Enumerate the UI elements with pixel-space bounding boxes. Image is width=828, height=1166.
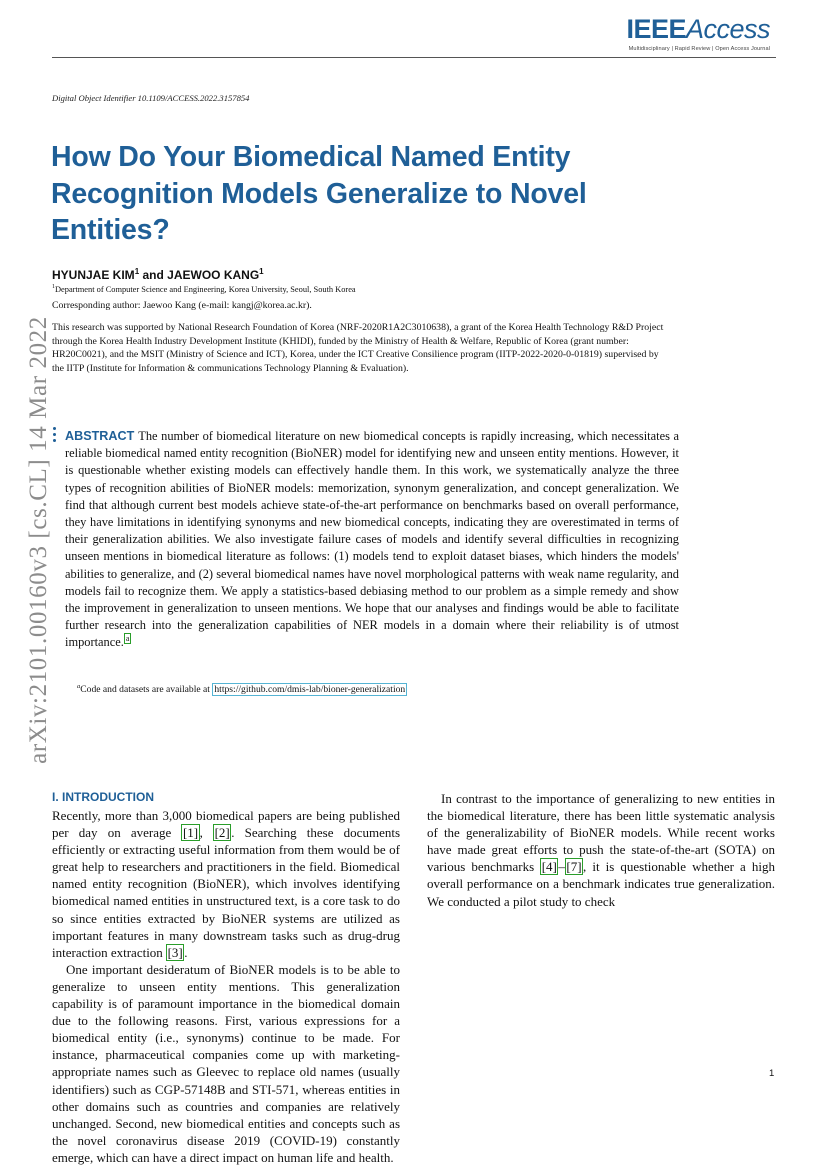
paragraph-text: In contrast to the importance of generalizing to new entities in the biomedical literature, there has been little systematic analysis of the generalizability of BioNER models. While recent works have made great efforts to push the state-of-the-art (SOTA) on various benchmarks (427, 791, 775, 875)
footnote-mark: a (77, 683, 81, 690)
citation-link[interactable]: [2] (214, 825, 230, 841)
author-list (52, 267, 264, 282)
affiliation-text: Department of Computer Science and Engineering, Korea University, Seoul, South Korea (55, 284, 356, 294)
citation-link[interactable]: [4] (541, 859, 557, 875)
author-affil-mark: 1 (134, 267, 140, 276)
journal-logo (626, 14, 770, 52)
doi-line: Digital Object Identifier 10.1109/ACCESS.2022.3157854 (52, 93, 250, 103)
footnote-link[interactable]: a (125, 634, 130, 644)
affiliation (52, 284, 356, 294)
code-url-link[interactable]: https://github.com/dmis-lab/bioner-generalization (214, 684, 406, 696)
logo-brand-bold: IEEE (626, 14, 686, 44)
paper-title: How Do Your Biomedical Named Entity Recognition Models Generalize to Novel Entities? (51, 141, 587, 246)
paragraph-text: , it is questionable whether a high overall performance on a benchmark indicates true generalization. We conducted a pilot study to check (427, 859, 775, 909)
header-rule (52, 57, 776, 58)
abstract-heading: ABSTRACT (65, 429, 135, 443)
paragraph-text: . Searching these documents efficiently or extracting useful information from them would be of great help to researchers and practitioners in the field. Biomedical named entity recognition (BioNER), which involves identifying biomedical named entities in unstructured text, is a core task to do so since entities extracted by BioNER systems are utilized as important features in many downstream tasks such as drug-drug interaction extraction (52, 825, 401, 960)
funding-statement: This research was supported by National Research Foundation of Korea (NRF-2020R1A2C3010638), a grant of the Korea Health Technology R&D Project through the Korea Health Industry Development Institute (KHIDI), funded by the Ministry of Health & Welfare, Republic of Korea (grant number: HR20C0021), and the MSIT (Ministry of Science and ICT), Korea, under the ICT Creative Consilience program (IITP-2022-2020-0-01819) supervised by the IITP (Institute for Information & communications Technology Planning & Evaluation). (52, 322, 664, 374)
author-and: and (139, 268, 168, 282)
intro-paragraph: One important desideratum of BioNER models is to be able to generalize to unseen entity mentions. This generalization capability is of paramount importance in the biomedical domain due to the following reasons. First, various expressions for a biomedical entity (i.e., synonyms) continue to be made. For instance, pharmaceutical companies come up with marketing-appropriate names such as Gleevec to replace old names (usually identifiers) such as CGP-57148B and STI-571, whereas entities in other domains such as countries and companies are relatively unchanged. Second, new biomedical entities and concepts such as the novel coronavirus disease 2019 (COVID-19) constantly emerge, which can have a direct impact on human life and health. (52, 961, 400, 1165)
citation-link[interactable]: [3] (167, 944, 183, 960)
footnote-text: Code and datasets are available at (80, 684, 213, 696)
author-affil-mark: 1 (259, 267, 264, 276)
logo-tagline: Multidisciplinary | Rapid Review | Open Access Journal (628, 46, 770, 52)
author-name: HYUNJAE KIM (52, 268, 135, 282)
abstract (65, 428, 679, 652)
body-column-left (52, 807, 400, 1166)
paragraph-text: . (184, 944, 188, 960)
affiliation-mark: 1 (52, 284, 55, 290)
corresponding-author: Corresponding author: Jaewoo Kang (e-mail: kangj@korea.ac.kr). (52, 300, 312, 311)
citation-link[interactable]: [7] (566, 859, 582, 875)
abstract-text: The number of biomedical literature on new biomedical concepts is rapidly increasing, which necessitates a reliable biomedical named entity recognition (BioNER) model for identifying new and unseen entity mentions. However, it is questionable whether existing models can effectively handle them. In this work, we systematically analyze the three types of recognition abilities of BioNER models: memorization, synonym generalization, and concept generalization. We find that although current best models achieve state-of-the-art performance on benchmarks based on overall performance, they have limitations in identifying synonyms and new biomedical concepts, indicating they are overestimated in terms of their generalization abilities. We also investigate failure cases of models and identify several difficulties in recognizing unseen mentions in biomedical literature as follows: (1) models tend to exploit dataset biases, which hinders the models' abilities to generalize, and (2) several biomedical names have novel morphological patterns with weak name regularity, and models fail to recognize them. We apply a statistics-based debiasing method to our problem as a simple remedy and show the improvement in generalization to unseen mentions. We hope that our analyses and findings would be able to facilitate further research into the generalization capabilities of NER models in a domain where their reliability is of utmost importance. (65, 429, 679, 650)
paragraph-text: , (199, 825, 214, 841)
author-name: JAEWOO KANG (167, 268, 260, 282)
body-column-right (427, 790, 775, 910)
footnote (77, 683, 407, 695)
citation-link[interactable]: [1] (182, 825, 199, 841)
section-heading-introduction: I. INTRODUCTION (52, 790, 154, 804)
intro-paragraph (52, 807, 400, 961)
intro-paragraph (427, 790, 775, 910)
paragraph-text: Recently, more than 3,000 biomedical papers are being published per day on average (52, 808, 400, 841)
arxiv-stamp: arXiv:2101.00160v3 [cs.CL] 14 Mar 2022 (25, 316, 52, 764)
abstract-marker-icon (53, 427, 57, 445)
logo-brand-italic: Access (685, 14, 770, 44)
page-number: 1 (769, 1068, 775, 1079)
paragraph-text: – (558, 859, 565, 875)
